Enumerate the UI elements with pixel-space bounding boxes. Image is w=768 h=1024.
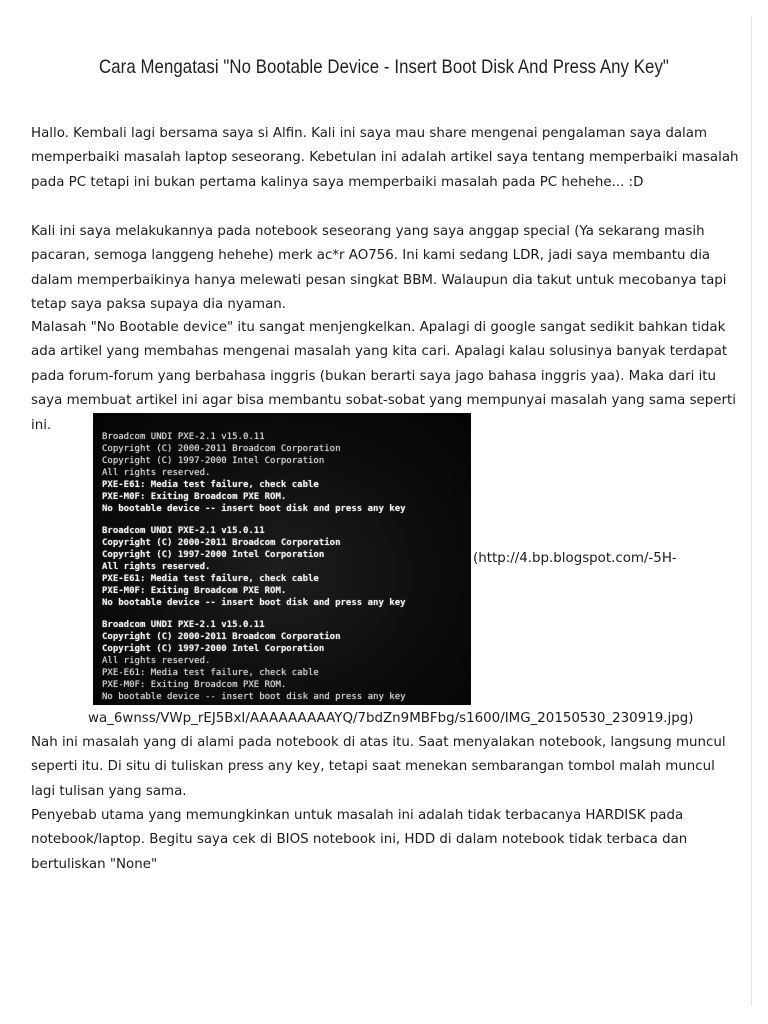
screen-line: Copyright (C) 1997-2000 Intel Corporation <box>102 643 325 654</box>
article-paragraph-notebook: Kali ini saya melakukannya pada notebook seseorang yang saya anggap special (Ya sekarang masih pacaran, semoga langgeng hehehe) merk ac*r AO756. Ini kami sedang LDR, jadi saya membantu dia dalam memperbaikinya hanya melewati pesan singkat BBM. Walaupun dia takut untuk mecobanya tapi tetap saya paksa supaya dia nyaman. <box>31 224 727 313</box>
article-title: Cara Mengatasi "No Bootable Device - Insert Boot Disk And Press Any Key" <box>99 56 669 78</box>
article-paragraph-cause: Penyebab utama yang memungkinkan untuk masalah ini adalah tidak terbacanya HARDISK pada notebook/laptop. Begitu saya cek di BIOS notebook ini, HDD di dalam notebook tidak terbaca dan bertuliskan "None" <box>31 808 688 872</box>
image-url-part-1: (http://4.bp.blogspot.com/-5H- <box>473 551 677 566</box>
screen-line: PXE-E61: Media test failure, check cable <box>102 667 319 678</box>
screen-line: PXE-M0F: Exiting Broadcom PXE ROM. <box>102 585 287 596</box>
screen-line: PXE-E61: Media test failure, check cable <box>102 479 319 490</box>
screen-line: No bootable device -- insert boot disk and press any key <box>102 503 406 514</box>
screen-line: No bootable device -- insert boot disk and press any key <box>102 597 406 608</box>
screen-line: Copyright (C) 1997-2000 Intel Corporation <box>102 549 325 560</box>
screen-line: All rights reserved. <box>102 467 211 478</box>
screen-line: PXE-M0F: Exiting Broadcom PXE ROM. <box>102 491 287 502</box>
boot-error-screenshot <box>93 413 471 705</box>
image-url-part-2: wa_6wnss/VWp_rEJ5BxI/AAAAAAAAAYQ/7bdZn9MBFbg/s1600/IMG_20150530_230919.jpg) <box>88 711 694 726</box>
article-paragraph-problem: Malasah "No Bootable device" itu sangat menjengkelkan. Apalagi di google sangat sedikit bahkan tidak ada artikel yang membahas mengenai masalah yang kita cari. Apalagi kalau solusinya banyak terdapat pada forum-forum yang berbahasa inggris (bukan berarti saya jago bahasa inggris yaa). Maka dari itu saya membuat artikel ini agar bisa membantu sobat-sobat yang mempunyai masalah yang sama seperti ini. <box>31 320 737 433</box>
screen-line: Broadcom UNDI PXE-2.1 v15.0.11 <box>102 619 265 630</box>
article-paragraph-intro: Hallo. Kembali lagi bersama saya si Alfin. Kali ini saya mau share mengenai pengalaman saya dalam memperbaiki masalah laptop seseorang. Kebetulan ini adalah artikel saya tentang memperbaiki masalah pada PC tetapi ini bukan pertama kalinya saya memperbaiki masalah pada PC hehehe... :D <box>31 126 739 190</box>
screen-line: Broadcom UNDI PXE-2.1 v15.0.11 <box>102 431 265 442</box>
screen-line: Copyright (C) 1997-2000 Intel Corporation <box>102 455 325 466</box>
screen-line: PXE-E61: Media test failure, check cable <box>102 573 319 584</box>
screen-line: Broadcom UNDI PXE-2.1 v15.0.11 <box>102 525 265 536</box>
screen-line: Copyright (C) 2000-2011 Broadcom Corporation <box>102 631 341 642</box>
screen-line: All rights reserved. <box>102 561 211 572</box>
screen-line: PXE-M0F: Exiting Broadcom PXE ROM. <box>102 679 287 690</box>
article-paragraph-symptom: Nah ini masalah yang di alami pada notebook di atas itu. Saat menyalakan notebook, langsung muncul seperti itu. Di situ di tuliskan press any key, tetapi saat menekan sembarangan tombol malah muncul lagi tulisan yang sama. <box>31 735 726 799</box>
screen-line: All rights reserved. <box>102 655 211 666</box>
page-edge-divider <box>751 16 752 1006</box>
screen-line: Copyright (C) 2000-2011 Broadcom Corporation <box>102 443 341 454</box>
screen-line: No bootable device -- insert boot disk and press any key <box>102 691 406 702</box>
screen-line: Copyright (C) 2000-2011 Broadcom Corporation <box>102 537 341 548</box>
